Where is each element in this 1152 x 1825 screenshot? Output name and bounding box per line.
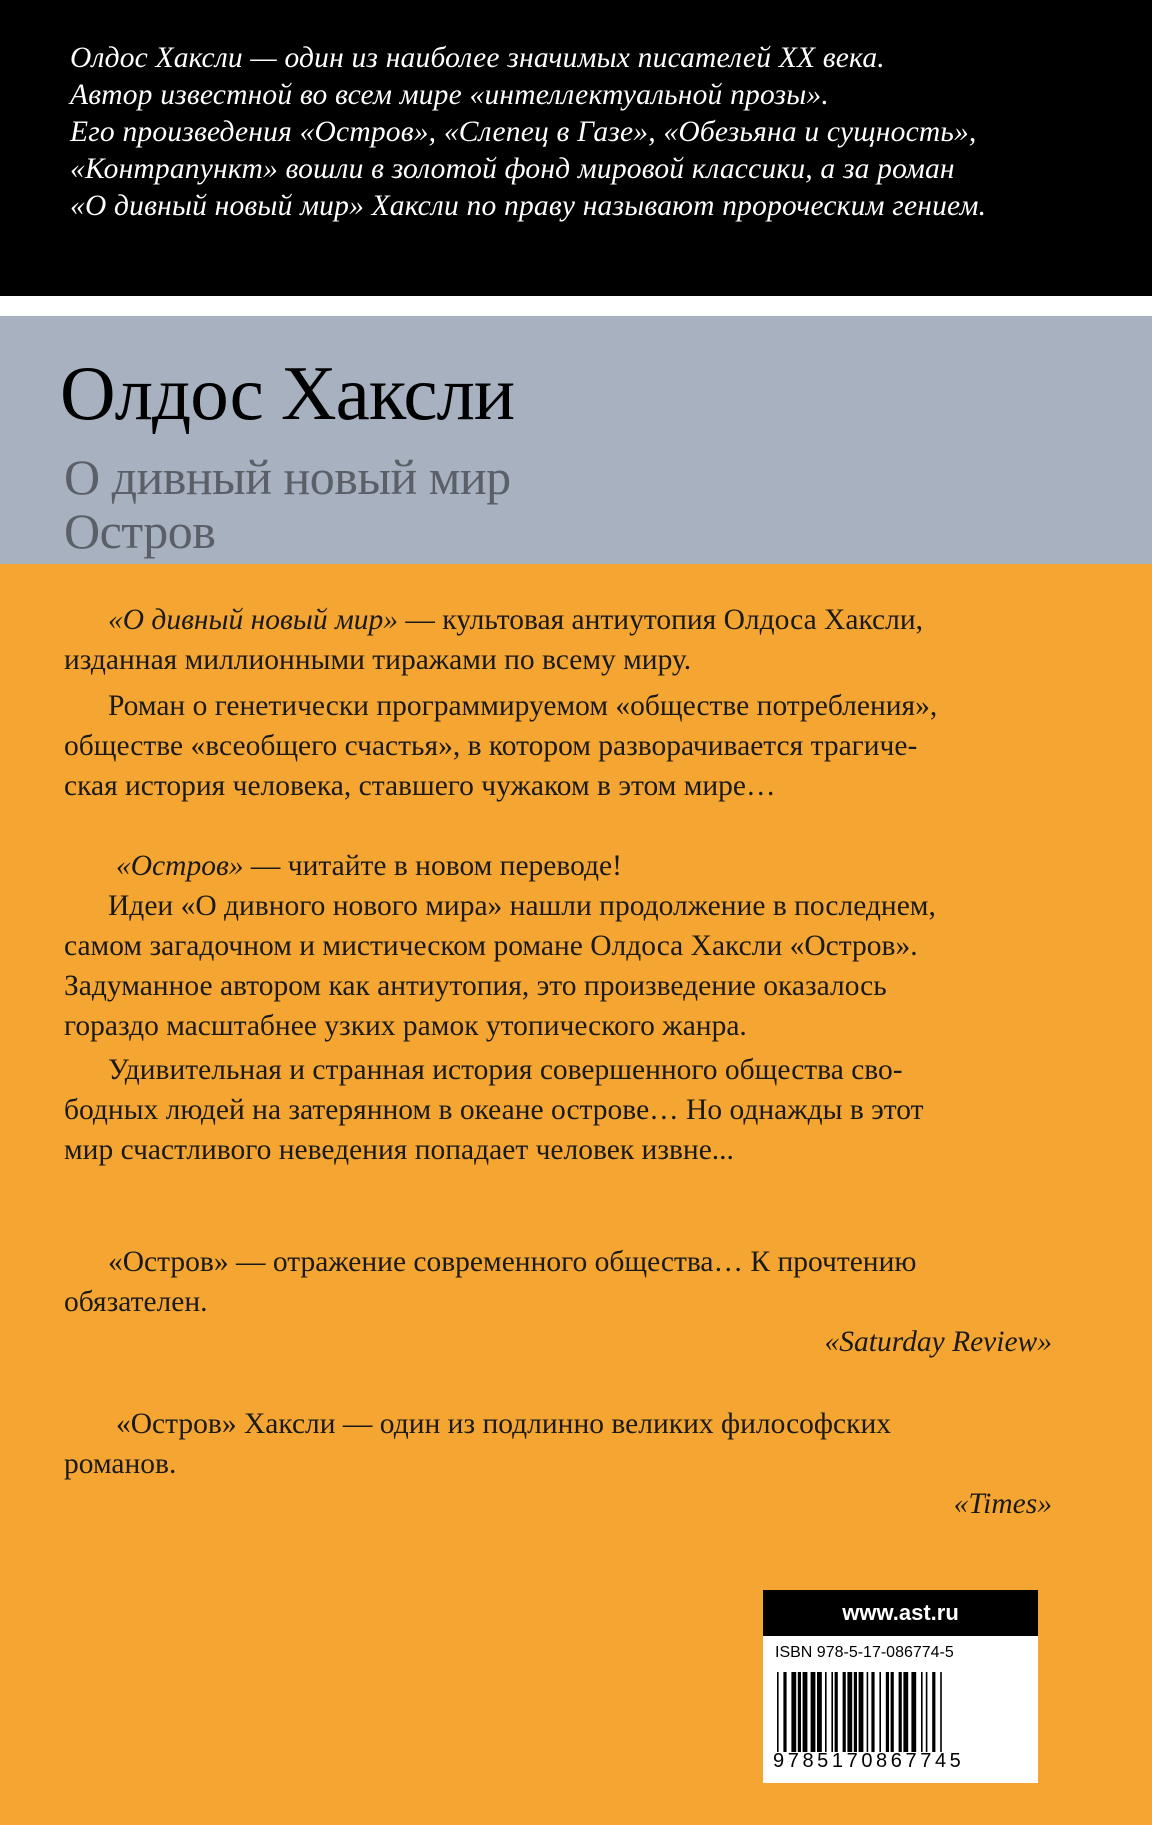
section1-line: изданная миллионными тиражами по всему миру. [64,644,692,676]
barcode-bar [932,1672,935,1752]
barcode-bar [777,1672,779,1752]
quote2-source: «Times» [953,1488,1052,1520]
barcode-bar [831,1672,833,1752]
barcode-bar [825,1672,827,1752]
barcode-bar [798,1672,801,1752]
barcode-bar [811,1672,816,1752]
quote1-line: «Остров» — отражение современного общества… К прочтению [108,1246,917,1278]
barcode-bar [903,1672,908,1752]
blurb-line: Автор известной во всем мире «интеллектуальной прозы». [70,79,829,111]
publisher-website[interactable]: www.ast.ru [763,1590,1038,1636]
blurb-line: «Контрапункт» вошли в золотой фонд мировой классики, а за роман [70,153,955,185]
barcode-bar [871,1672,874,1752]
quote2-line: романов. [64,1448,177,1480]
barcode-bar [859,1672,864,1752]
barcode-bar [854,1672,857,1752]
barcode-bar [879,1672,881,1752]
barcode-bar [926,1672,928,1752]
quote2-line: «Остров» Хаксли — один из подлинно великих философских [116,1408,892,1440]
section1-line: ская история человека, ставшего чужаком в этом мире… [64,770,776,802]
book-title-1: О дивный новый мир [64,449,511,505]
blurb-line: Его произведения «Остров», «Слепец в Газе», «Обезьяна и сущность», [70,116,977,148]
section2-line: Идеи «О дивного нового мира» нашли продолжение в последнем, [108,890,936,922]
barcode-bar [921,1672,923,1752]
barcode-bar [803,1672,808,1752]
blurb-line: Олдос Хаксли — один из наиболее значимых писателей XX века. [70,42,885,74]
section1-lead-rest: — культовая антиутопия Олдоса Хаксли, [398,604,924,636]
author-name: Олдос Хаксли [60,350,515,436]
section2-line: гораздо масштабнее узких рамок утопического жанра. [64,1010,747,1042]
barcode [775,1672,1027,1752]
section1-line: Роман о генетически программируемом «обществе потребления», [108,690,938,722]
barcode-bar [835,1672,838,1752]
barcode-bar [911,1672,916,1752]
section1-lead [108,602,1048,638]
section2-lead-title: «Остров» [116,850,244,882]
barcode-bar [886,1672,889,1752]
barcode-bar [817,1672,822,1752]
barcode-bar [783,1672,786,1752]
section1-line: обществе «всеобщего счастья», в котором разворачивается трагиче- [64,730,918,762]
section2-lead-rest: — читайте в новом переводе! [243,850,622,882]
barcode-bar [899,1672,902,1752]
section2-line: Удивительная и странная история совершенного общества сво- [108,1054,903,1086]
section2-line: мир счастливого неведения попадает человек извне... [64,1134,734,1166]
isbn-block [763,1590,1038,1783]
quote1-source: «Saturday Review» [824,1326,1052,1358]
section2-line: бодных людей на затерянном в океане острове… Но однажды в этот [64,1094,924,1126]
blurb-line: «О дивный новый мир» Хаксли по праву называют пророческим гением. [70,190,987,222]
barcode-digits: 9785170867745 [773,1750,965,1772]
barcode-bar [847,1672,852,1752]
barcode-bar [940,1672,942,1752]
section2-line: самом загадочном и мистическом романе Олдоса Хаксли «Остров». [64,930,918,962]
barcode-bar [891,1672,894,1752]
book-title-2: Остров [64,503,216,559]
section1-lead-title: «О дивный новый мир» [108,604,399,636]
barcode-bar [791,1672,796,1752]
section2-lead [116,848,622,884]
quote1-line: обязателен. [64,1286,208,1318]
author-blurb-band [0,0,1152,296]
section2-line: Задуманное автором как антиутопия, это произведение оказалось [64,970,887,1002]
isbn-number: ISBN 978-5-17-086774-5 [775,1644,954,1661]
barcode-bar [867,1672,869,1752]
barcode-bar [843,1672,846,1752]
